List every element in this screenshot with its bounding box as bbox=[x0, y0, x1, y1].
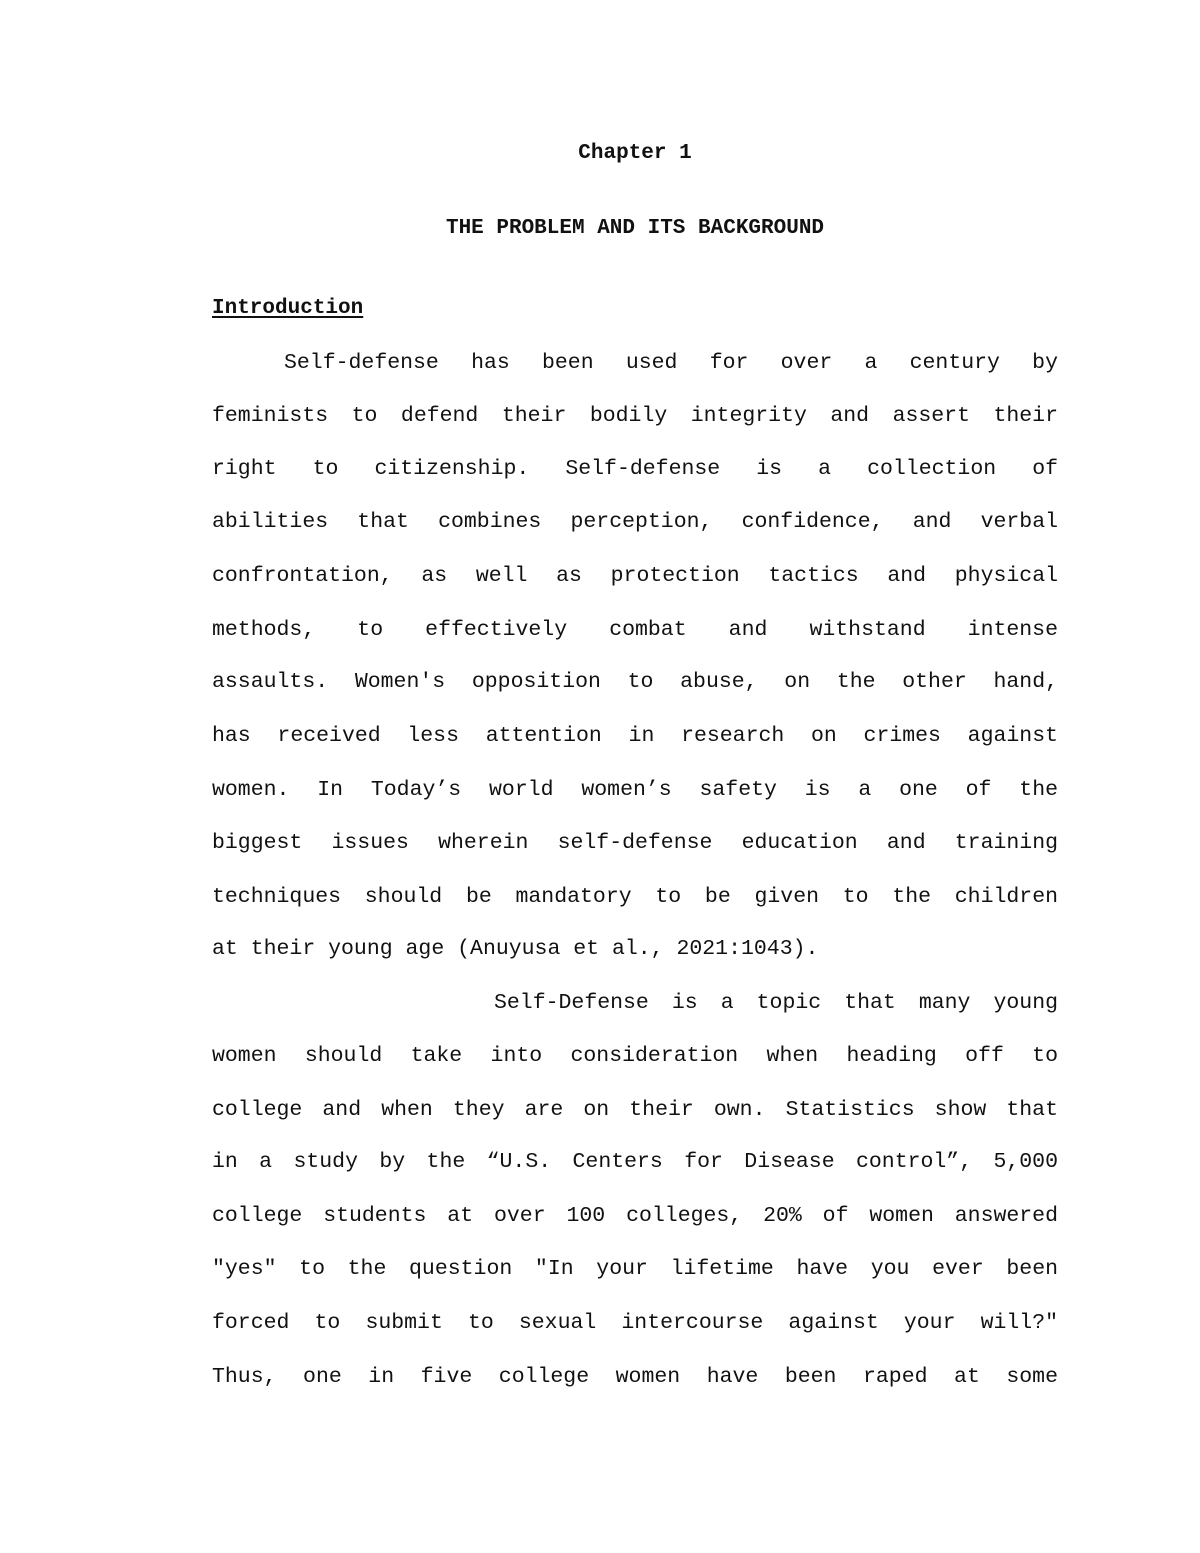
paragraph-1-line: confrontation, as well as protection tactics and physical bbox=[212, 564, 1058, 588]
paragraph-2-line: college and when they are on their own. Statistics show that bbox=[212, 1098, 1058, 1122]
paragraph-1-line: methods, to effectively combat and withstand intense bbox=[212, 618, 1058, 642]
chapter-title: THE PROBLEM AND ITS BACKGROUND bbox=[445, 217, 825, 240]
paragraph-1-line: techniques should be mandatory to be given to the children bbox=[212, 885, 1058, 909]
paragraph-1-line: Self-defense has been used for over a century by bbox=[284, 351, 1058, 375]
paragraph-1-line: right to citizenship. Self-defense is a collection of bbox=[212, 457, 1058, 481]
paragraph-1-line: assaults. Women's opposition to abuse, on the other hand, bbox=[212, 670, 1058, 694]
paragraph-2-line: forced to submit to sexual intercourse against your will?" bbox=[212, 1311, 1058, 1335]
paragraph-1-line: biggest issues wherein self-defense education and training bbox=[212, 831, 1058, 855]
paragraph-2-line: college students at over 100 colleges, 20% of women answered bbox=[212, 1204, 1058, 1228]
paragraph-2-line: Self-Defense is a topic that many young bbox=[494, 991, 1058, 1015]
paragraph-2-line: "yes" to the question "In your lifetime have you ever been bbox=[212, 1257, 1058, 1281]
section-heading: Introduction bbox=[212, 297, 364, 320]
paragraph-2-line: women should take into consideration when heading off to bbox=[212, 1044, 1058, 1068]
paragraph-2-line: Thus, one in five college women have been raped at some bbox=[212, 1365, 1058, 1389]
paragraph-1-line: has received less attention in research on crimes against bbox=[212, 724, 1058, 748]
paragraph-1-line: feminists to defend their bodily integrity and assert their bbox=[212, 404, 1058, 428]
paragraph-1-line: abilities that combines perception, confidence, and verbal bbox=[212, 510, 1058, 534]
paragraph-1-line: at their young age (Anuyusa et al., 2021:1043). bbox=[212, 937, 819, 961]
paragraph-2-line: in a study by the “U.S. Centers for Disease control”, 5,000 bbox=[212, 1150, 1058, 1174]
paragraph-1-line: women. In Today’s world women’s safety is a one of the bbox=[212, 778, 1058, 802]
chapter-number: Chapter 1 bbox=[578, 142, 692, 165]
